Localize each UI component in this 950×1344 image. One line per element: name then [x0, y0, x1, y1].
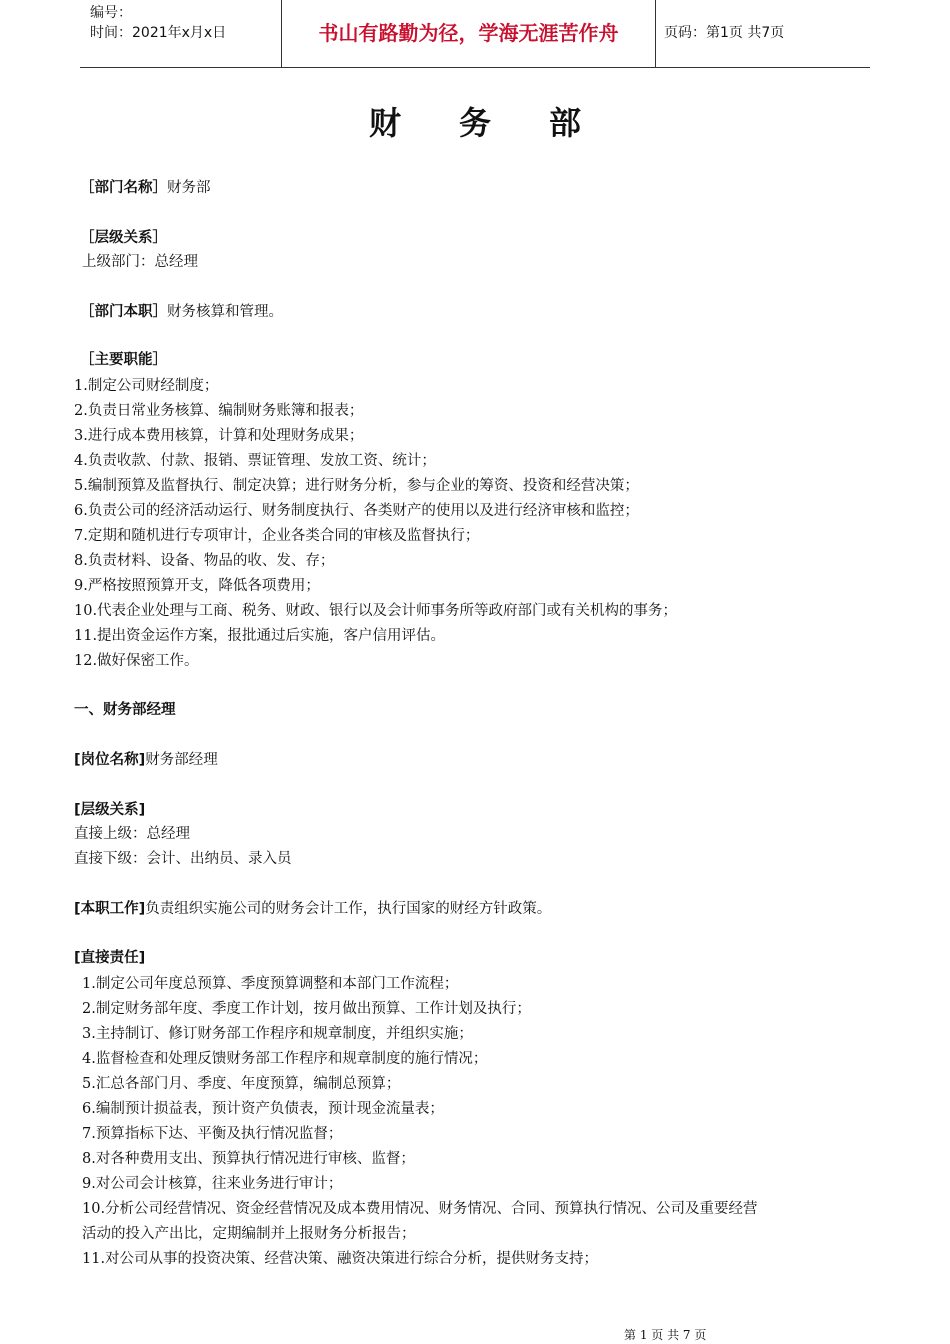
document-number-label: 编号： [90, 5, 132, 21]
header-motto: 书山有路勤为径，学海无涯苦作舟 [282, 0, 656, 67]
dept-relation-key: ［层级关系］ [80, 230, 167, 246]
responsibility-item: 11.对公司从事的投资决策、经营决策、融资决策进行综合分析，提供财务支持； [82, 1251, 599, 1267]
manager-relation-key: [层级关系] [74, 802, 146, 818]
document-date-label: 时间：2021年x月x日 [90, 25, 227, 41]
header-page-number: 页码：第1页 共7页 [664, 25, 785, 41]
manager-resp-key: [直接责任] [74, 950, 146, 966]
page-title: 财务部 [368, 104, 639, 142]
manager-duty-value: 负责组织实施公司的财务会计工作，执行国家的财经方针政策。 [145, 901, 552, 917]
responsibility-item: 5.汇总各部门月、季度、年度预算，编制总预算； [82, 1076, 401, 1092]
function-item: 9.严格按照预算开支，降低各项费用； [74, 578, 320, 594]
function-item: 11.提出资金运作方案，报批通过后实施，客户信用评估。 [74, 628, 446, 644]
dept-relation-value: 上级部门：总经理 [82, 254, 198, 270]
manager-subordinate: 直接下级：会计、出纳员、录入员 [74, 851, 292, 867]
function-item: 7.定期和随机进行专项审计，企业各类合同的审核及监督执行； [74, 528, 480, 544]
dept-name-line [80, 176, 211, 197]
dept-name-key: ［部门名称］ [80, 180, 167, 196]
header-left-cell [80, 0, 282, 67]
function-item: 10.代表企业处理与工商、税务、财政、银行以及会计师事务所等政府部门或有关机构的事务； [74, 603, 678, 619]
manager-section-title: 一、财务部经理 [74, 702, 176, 718]
responsibility-item: 3.主持制订、修订财务部工作程序和规章制度，并组织实施； [82, 1026, 473, 1042]
function-item: 1.制定公司财经制度； [74, 378, 219, 394]
function-item: 5.编制预算及监督执行、制定决算；进行财务分析，参与企业的筹资、投资和经营决策； [74, 478, 639, 494]
manager-duty-line [74, 897, 551, 918]
function-item: 4.负责收款、付款、报销、票证管理、发放工资、统计； [74, 453, 436, 469]
responsibility-item: 6.编制预计损益表，预计资产负债表，预计现金流量表； [82, 1101, 444, 1117]
responsibility-item: 1.制定公司年度总预算、季度预算调整和本部门工作流程； [82, 976, 459, 992]
dept-duty-value: 财务核算和管理。 [167, 304, 283, 320]
dept-duty-key: ［部门本职］ [80, 304, 167, 320]
function-item: 6.负责公司的经济活动运行、财务制度执行、各类财产的使用以及进行经济审核和监控； [74, 503, 639, 519]
manager-duty-key: [本职工作] [74, 901, 146, 917]
manager-post-key: [岗位名称] [74, 752, 146, 768]
responsibility-item: 7.预算指标下达、平衡及执行情况监督； [82, 1126, 343, 1142]
responsibility-item: 4.监督检查和处理反馈财务部工作程序和规章制度的施行情况； [82, 1051, 488, 1067]
page-header [80, 0, 870, 68]
responsibility-item: 9.对公司会计核算，往来业务进行审计； [82, 1176, 343, 1192]
manager-superior: 直接上级：总经理 [74, 826, 190, 842]
dept-duty-line [80, 300, 283, 321]
dept-functions-key: ［主要职能］ [80, 352, 167, 368]
function-item: 8.负责材料、设备、物品的收、发、存； [74, 553, 335, 569]
manager-post-value: 财务部经理 [145, 752, 218, 768]
function-item: 12.做好保密工作。 [74, 653, 199, 669]
responsibility-item: 8.对各种费用支出、预算执行情况进行审核、监督； [82, 1151, 415, 1167]
function-item: 3.进行成本费用核算，计算和处理财务成果； [74, 428, 364, 444]
page-footer: 第 1 页 共 7 页 [624, 1328, 707, 1342]
responsibility-item: 2.制定财务部年度、季度工作计划，按月做出预算、工作计划及执行； [82, 1001, 531, 1017]
manager-post-line [74, 748, 218, 769]
responsibility-item: 10.分析公司经营情况、资金经营情况及成本费用情况、财务情况、合同、预算执行情况、公司及重要经营 [82, 1201, 758, 1217]
function-item: 2.负责日常业务核算、编制财务账簿和报表； [74, 403, 364, 419]
dept-name-value: 财务部 [167, 180, 211, 196]
responsibility-item-continued: 活动的投入产出比，定期编制并上报财务分析报告； [82, 1226, 416, 1242]
